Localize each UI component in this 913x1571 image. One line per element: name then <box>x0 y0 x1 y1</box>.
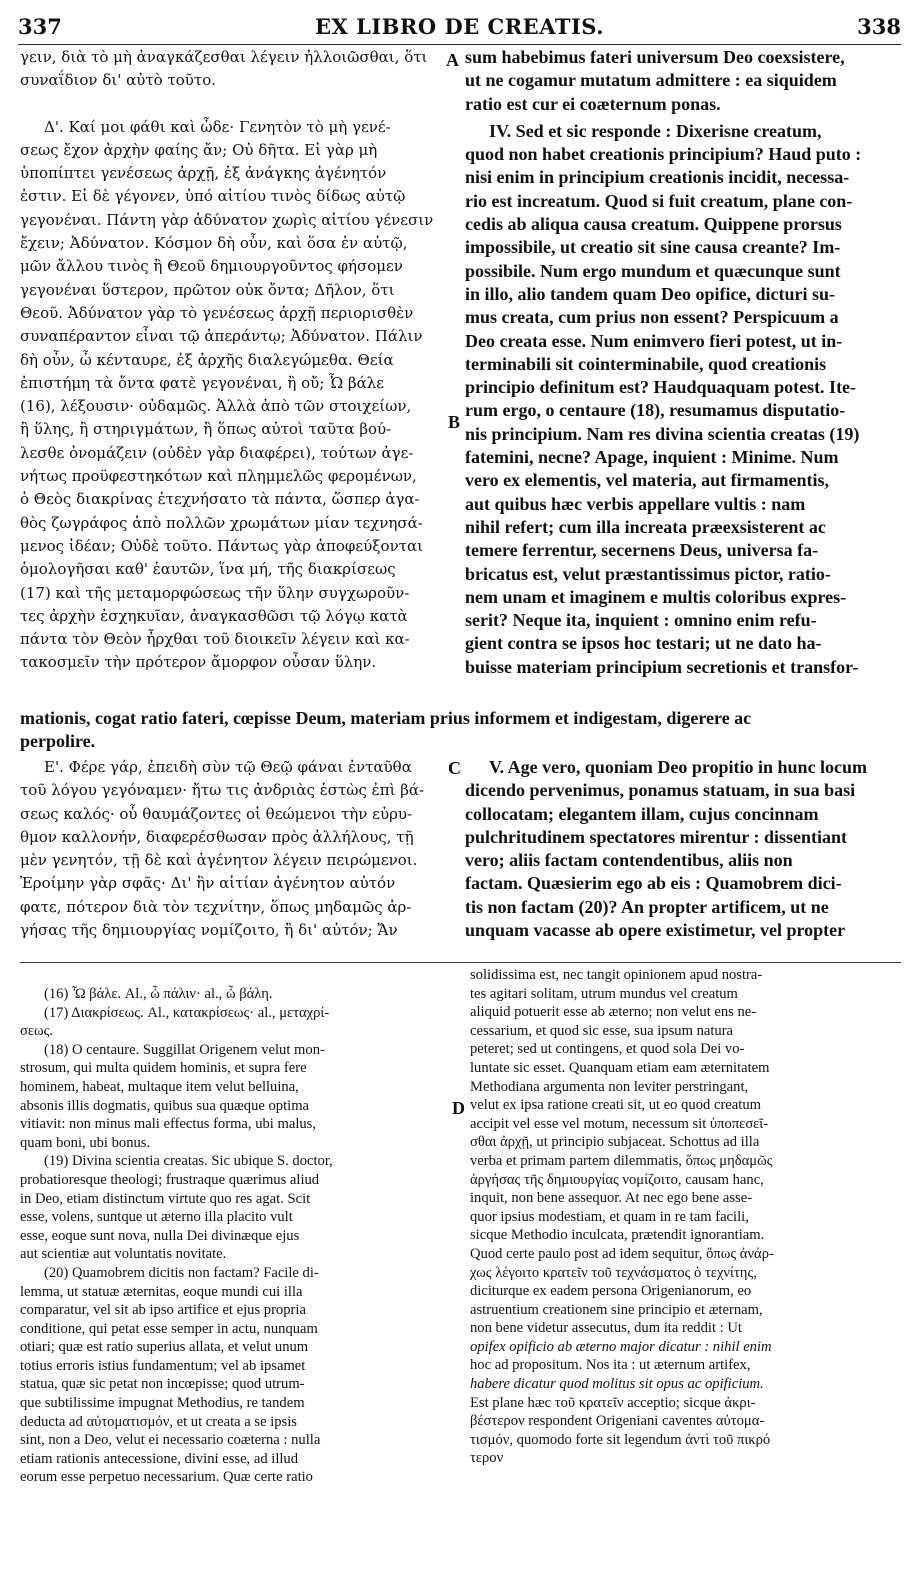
greek-line: μῶν ἄλλου τινὸς ἢ Θεοῦ δημιουργοῦντος φήσομεν <box>20 257 403 276</box>
footnote-line: (17) Διακρίσεως. Al., κατακρίσεως· al., μεταχρί- <box>44 1004 330 1021</box>
latin-line: rum ergo, o centaure (18), resumamus disputatio- <box>465 400 846 421</box>
footnote-line: eorum esse perpetuo necessarium. Quæ certe ratio <box>20 1469 313 1486</box>
footnote-line: in Deo, etiam distinctum virtute quo res agat. Scit <box>20 1190 311 1207</box>
greek-line: ἐπιστήμη τὰ ὄντα φατὲ γεγονέναι, ἢ οὔ; Ὦ βάλε <box>20 373 385 392</box>
latin-line: unquam vacasse ab opere existimetur, vel propter <box>465 920 846 941</box>
footnote-line: quam boni, ubi bonus. <box>20 1134 151 1151</box>
greek-line: ἢ ὕλης, ἢ στηριγμάτων, ἢ ὅπως αὐτοὶ ταῦτα βού- <box>20 420 392 439</box>
footnote-line: habere dicatur quod molitus sit opus ac opificium. <box>470 1376 764 1393</box>
greek-line: συναΐδιον δι' αὐτὸ τοῦτο. <box>20 71 217 90</box>
footnote-line: sicque Methodio inculcata, prætendit ignorantiam. <box>470 1227 765 1244</box>
latin-line: buisse materiam principium secretionis et transfor- <box>465 656 859 677</box>
greek-line: τες ἀρχὴν ἐσχηκυῖαν, ἀναγκασθῶσι τῷ λόγῳ κατὰ <box>20 606 408 625</box>
greek-line: ὁ Θεὸς διακρίνας ἐτεχνήσατο τὰ πάντα, ὥσπερ ἀγα- <box>20 490 420 509</box>
greek-line: λεσθε ὀνομάζειν (οὐδὲν γὰρ διαφέρει), τούτων ἀγε- <box>20 443 414 462</box>
greek-line: νήτως προϋφεστηκότων καὶ πλημμελῶς φερομένων, <box>20 467 417 486</box>
greek-line: μὲν γενητόν, τῇ δὲ καὶ ἀγένητον λέγειν πειρώμενοι. <box>20 851 418 870</box>
footnote-line: vitiavit: non minus mali effectus forma, ubi malus, <box>20 1116 317 1133</box>
footnote-line: Quod certe paulo post ad idem sequitur, ὅπως ἀνάρ- <box>470 1245 774 1262</box>
greek-line: (16), λέξουσιν· οὐδαμῶς. Ἀλλὰ ἀπὸ τῶν στοιχείων, <box>20 397 412 416</box>
greek-line: Ε'. Φέρε γάρ, ἐπειδὴ σὺν τῷ Θεῷ φάναι ἐνταῦθα <box>44 758 412 776</box>
latin-line: mus creata, cum prius non essent? Perspicuum a <box>465 307 839 328</box>
greek-line: Θεοῦ. Ἀδύνατον γὰρ τὸ γενέσεως ἀρχῇ περιορισθὲν <box>20 303 414 322</box>
footnote-line: non bene videtur assecutus, dum ita reddit : Ut <box>470 1320 742 1337</box>
latin-line: temere ferrentur, secernens Deus, universa fa- <box>465 540 819 561</box>
footnote-line: inquit, non bene assequor. At nec ego bene asse- <box>470 1190 753 1207</box>
latin-line: tis non factam (20)? An propter artificem, ut ne <box>465 896 829 917</box>
full-width-line: mationis, cogat ratio fateri, cœpisse Deum, materiam prius informem et indigestam, digerere ac <box>20 708 752 728</box>
footnote-line: χως λέγοιτο κρατεῖν τοῦ τεχνάσματος ὁ τεχνίτης, <box>470 1264 757 1281</box>
latin-line: vero; aliis factam contendentibus, aliis non <box>465 850 793 871</box>
latin-line: bricatus est, velut præstantissimus pictor, ratio- <box>465 563 831 584</box>
footnote-line: hoc ad propositum. Nos ita : ut æternum artifex, <box>470 1357 751 1374</box>
latin-line: pulchritudinem spectatores mirentur : dissentiant <box>465 826 848 847</box>
footnote-line: τερον <box>470 1450 504 1467</box>
latin-line: nis principium. Nam res divina scientia creatas (19) <box>465 423 860 444</box>
greek-line: σεως ἔχον ἀρχὴν φαίης ἄν; Οὐ δῆτα. Εἰ γὰρ μὴ <box>20 140 378 159</box>
margin-letter-b: B <box>448 412 461 432</box>
greek-line: τακοσμεῖν τὴν πρότερον ἄμορφον οὖσαν ὕλην. <box>20 653 377 672</box>
latin-line: factam. Quæsierim ego ab eis : Quamobrem dici- <box>465 873 842 894</box>
footnote-line: cessarium, et quod sic esse, sua ipsum natura <box>470 1022 734 1039</box>
footnote-line: esse, volens, suntque ut æterno illa placito vult <box>20 1209 293 1226</box>
margin-letter-a: A <box>446 50 459 70</box>
greek-line: θμον καλλονήν, διαφερέσθωσαν πρὸς ἀλλήλους, τῇ <box>20 827 414 846</box>
footnote-line: opifex opificio ab æterno major dicatur : nihil enim <box>470 1338 772 1355</box>
latin-line: V. Age vero, quoniam Deo propitio in hunc locum <box>489 757 868 777</box>
footnote-line: que subtilissime impugnat Methodius, re tandem <box>20 1395 305 1412</box>
footnote-line: (20) Quamobrem dicitis non factam? Facile di- <box>44 1264 319 1281</box>
greek-line: σεως καλός· οὗ θαυμάζοντες οἱ θεώμενοι τὴν εὐρυ- <box>20 804 413 823</box>
greek-line: μενος ἰδέαν; Οὐδὲ τοῦτο. Πάντως γὰρ ἀποφεύξονται <box>20 536 424 555</box>
footnote-line: velut ex ipsa ratione creati sit, ut eo quod creatum <box>470 1097 761 1114</box>
footnote-line: τισμόν, quomodo forte sit legendum ἀντὶ τοῦ πικρό <box>470 1431 771 1448</box>
latin-line: possibile. Num ergo mundum et quæcunque sunt <box>465 260 841 281</box>
footnote-line: otiari; quæ est ratio superius allata, et velut unum <box>20 1339 309 1356</box>
latin-line: nihil refert; cum illa increata præexsisterent ac <box>465 516 826 537</box>
latin-column-mid <box>465 756 895 942</box>
header-rule <box>18 44 901 45</box>
margin-letter-c: C <box>448 758 461 778</box>
greek-line: ὁμολογῆσαι καθ' ἑαυτῶν, ἵνα μή, τῆς διακρίσεως <box>20 560 396 579</box>
greek-line: φατε, πότερον διὰ τὸν τεχνίτην, ὅπως μηδαμῶς ἀρ- <box>20 897 412 916</box>
footnote-line: lemma, ut statuæ æternitas, eoque mundi cui illa <box>20 1283 303 1300</box>
footnote-line: (16) Ὦ βάλε. Al., ὦ πάλιν· al., ὦ βάλη. <box>44 986 273 1002</box>
footnote-line: deducta ad αὐτοματισμόν, et ut creata a se ipsis <box>20 1413 297 1430</box>
full-width-line: perpolire. <box>20 731 96 751</box>
latin-line: ratio est cur ei coæternum ponas. <box>465 93 721 114</box>
greek-line: γειν, διὰ τὸ μὴ ἀναγκάζεσθαι λέγειν ἠλλοιῶσθαι, ὅτι <box>20 48 428 66</box>
greek-line: ἐστιν. Εἰ δὲ γέγονεν, ὑπό αἰτίου τινὸς δίδως αὐτῷ <box>20 187 406 206</box>
footnotes-left <box>20 985 448 1487</box>
footnote-line: diciturque ex eadem persona Origenianorum, eo <box>470 1283 752 1300</box>
latin-line: cedis ab aliqua causa creatum. Quippene prorsus <box>465 214 842 235</box>
footnote-line: luntate sic esset. Quanquam etiam eam æternitatem <box>470 1059 770 1076</box>
greek-line: πάντα τὸν Θεὸν ἦρχθαι τοῦ διοικεῖν λέγειν καὶ κα- <box>20 630 410 649</box>
greek-line: τοῦ λόγου γεγόναμεν· ἤτω τις ἀνδριὰς ἑστὼς ἐπὶ βά- <box>20 781 425 800</box>
page-number-right: 338 <box>857 14 901 39</box>
running-head <box>18 14 901 44</box>
footnote-line: esse, eoque sunt nova, nulla Dei divinæque ejus <box>20 1227 300 1244</box>
latin-line: ut ne cogamur mutatum admittere : ea siquidem <box>465 70 837 91</box>
footnote-line: strosum, qui multa quidem hominis, et supra fere <box>20 1060 307 1077</box>
greek-line: Δ'. Καί μοι φάθι καὶ ὧδε· Γενητὸν τὸ μὴ γενέ- <box>44 117 391 136</box>
latin-line: nem unam et imaginem e multis coloribus expres- <box>465 586 847 607</box>
latin-line: fatemini, necne? Apage, inquient : Minime. Num <box>465 447 839 468</box>
footnote-line: probatioresque theologi; frustraque quærimus aliud <box>20 1171 320 1188</box>
latin-line: impossibile, ut creatio sit sine causa creante? Im- <box>465 237 841 258</box>
footnote-line: statua, quæ sic petat non incœpisse; quod utrum- <box>20 1376 305 1393</box>
footnote-line: βέστερον respondent Origeniani caventes αὐτομα- <box>470 1413 765 1430</box>
greek-line: συναπέραντον εἶναι τῷ ἀπεράντῳ; Ἀδύνατον. Πάλιν <box>20 327 423 346</box>
footnote-line: verba et primam partem dilemmatis, ὅπως μηδαμῶς <box>470 1152 773 1169</box>
footnote-line: absonis illis dogmatis, quibus sua quæque optima <box>20 1097 310 1114</box>
latin-line: collocatam; elegantem illam, cujus concinnam <box>465 803 819 824</box>
latin-line: in illo, alio tandem quam Deo opifice, dicturi su- <box>465 283 836 304</box>
footnote-line: tes agitari solitam, utrum mundus vel creatum <box>470 985 738 1002</box>
latin-line: gient contra se ipsos hoc testari; ut ne dato ha- <box>465 633 822 654</box>
latin-line: dicendo pervenimus, ponamus statuam, in sua basi <box>465 780 856 801</box>
greek-line <box>20 93 446 116</box>
latin-line: terminabili sit cointerminabile, quod creationis <box>465 353 827 374</box>
footnote-line: σθαι ἀρχῇ, ut principio subjaceat. Schottus ad illa <box>470 1134 760 1151</box>
full-width-text <box>20 707 895 753</box>
greek-line: Ἐροίμην γὰρ σφᾶς· Δι' ἣν αἰτίαν ἀγένητον αὐτόν <box>20 874 396 893</box>
footnotes-right <box>470 966 895 1468</box>
footnote-line: ἀργήσας τῆς δημιουργίας νομίζοιτο, causam hanc, <box>470 1171 764 1188</box>
footnote-line: σεως. <box>20 1023 54 1040</box>
latin-line: aut quibus hæc verbis appellare vultis : nam <box>465 493 806 514</box>
greek-line: γήσας τῆς δημιουργίας νομίζοιτο, ἢ δι' αὐτόν; Ἄν <box>20 921 398 940</box>
footnote-line: hominem, habeat, multaque item velut belluina, <box>20 1078 299 1095</box>
footnote-line: Est plane hæc τοῦ κρατεῖν acceptio; sicque ἀκρι- <box>470 1394 756 1411</box>
latin-line: vero ex elementis, vel materia, aut firmamentis, <box>465 470 830 491</box>
running-title: EX LIBRO DE CREATIS. <box>314 14 605 39</box>
latin-line: sum habebimus fateri universum Deo coexsistere, <box>465 47 845 67</box>
greek-line: δὴ οὖν, ὦ κένταυρε, ἐξ ἀρχῆς διαλεγώμεθα. Θεία <box>20 350 394 369</box>
page-number-left: 337 <box>18 14 62 39</box>
footnote-line: sint, non a Deo, velut ei necessario coæterna : nulla <box>20 1432 321 1449</box>
footnote-line: (19) Divina scientia creatas. Sic ubique S. doctor, <box>44 1153 333 1170</box>
footnote-line: solidissima est, nec tangit opinionem apud nostra- <box>470 967 763 983</box>
latin-column-top <box>465 46 895 679</box>
greek-line: ὑποπίπτει γενέσεως ἀρχῇ, ἐξ ἀνάγκης ἀγένητόν <box>20 164 387 183</box>
latin-line: quod non habet creationis principium? Haud puto : <box>465 144 862 165</box>
latin-line: Deo creata esse. Num enimvero fieri potest, ut in- <box>465 330 843 351</box>
footnote-line: etiam rationis antecessione, divini esse, ad illud <box>20 1450 299 1467</box>
footnote-line: quor ipsius modestiam, et quam in re tam facili, <box>470 1208 749 1225</box>
greek-line: (17) καὶ τῆς μεταμορφώσεως τῆν ὕλην συγχωροῦν- <box>20 583 410 602</box>
latin-line: serit? Neque ita, inquient : omnino enim refu- <box>465 610 817 631</box>
greek-line: γεγονέναι. Πάντη γὰρ ἀδύνατον χωρὶς αἰτίου γένεσιν <box>20 210 434 229</box>
latin-line: IV. Sed et sic responde : Dixerisne creatum, <box>489 120 822 141</box>
footnote-rule <box>20 962 901 963</box>
footnote-line: (18) O centaure. Suggillat Origenem velut mon- <box>44 1041 325 1058</box>
greek-line: γεγονέναι ὕστερον, πρῶτον οὐκ ὄντα; Δῆλον, ὅτι <box>20 280 395 299</box>
footnote-line: aut scientiæ aut voluntatis novitate. <box>20 1246 227 1263</box>
footnote-line: accipit vel esse vel motum, necessum sit ὑποπεσεῖ- <box>470 1115 769 1132</box>
footnote-line: peteret; sed ut contingens, et quod sola Dei vo- <box>470 1041 745 1058</box>
latin-line: principio definitum est? Haudquaquam potest. Ite- <box>465 377 857 398</box>
greek-line: θὸς ζωγράφος ἀπὸ πολλῶν χρωμάτων μίαν τεχνησά- <box>20 513 423 532</box>
margin-letter-d: D <box>452 1098 465 1118</box>
footnote-line: aliquid potuerit esse ab æterno; non velut ens ne- <box>470 1004 757 1021</box>
footnote-line: astruentium creationem sine principio et æternam, <box>470 1301 763 1318</box>
latin-line: rio est increatum. Quod si fuit creatum, plane con- <box>465 190 853 211</box>
greek-line: ἔχειν; Ἀδύνατον. Κόσμον δὴ οὖν, καὶ ὅσα ἐν αὐτῷ, <box>20 234 408 253</box>
footnote-line: conditione, qui petat esse semper in actu, nunquam <box>20 1320 318 1337</box>
footnote-line: totius erroris istius fundamentum; vel ab ipsamet <box>20 1357 306 1374</box>
latin-line: nisi enim in principium creationis incidit, necessa- <box>465 167 850 188</box>
footnote-line: Methodiana argumenta non leviter perstringant, <box>470 1078 749 1095</box>
greek-column-top <box>20 46 446 675</box>
footnote-line: comparatur, vel sit ab ipso artifice et ejus propria <box>20 1302 306 1319</box>
greek-column-mid <box>20 756 446 942</box>
